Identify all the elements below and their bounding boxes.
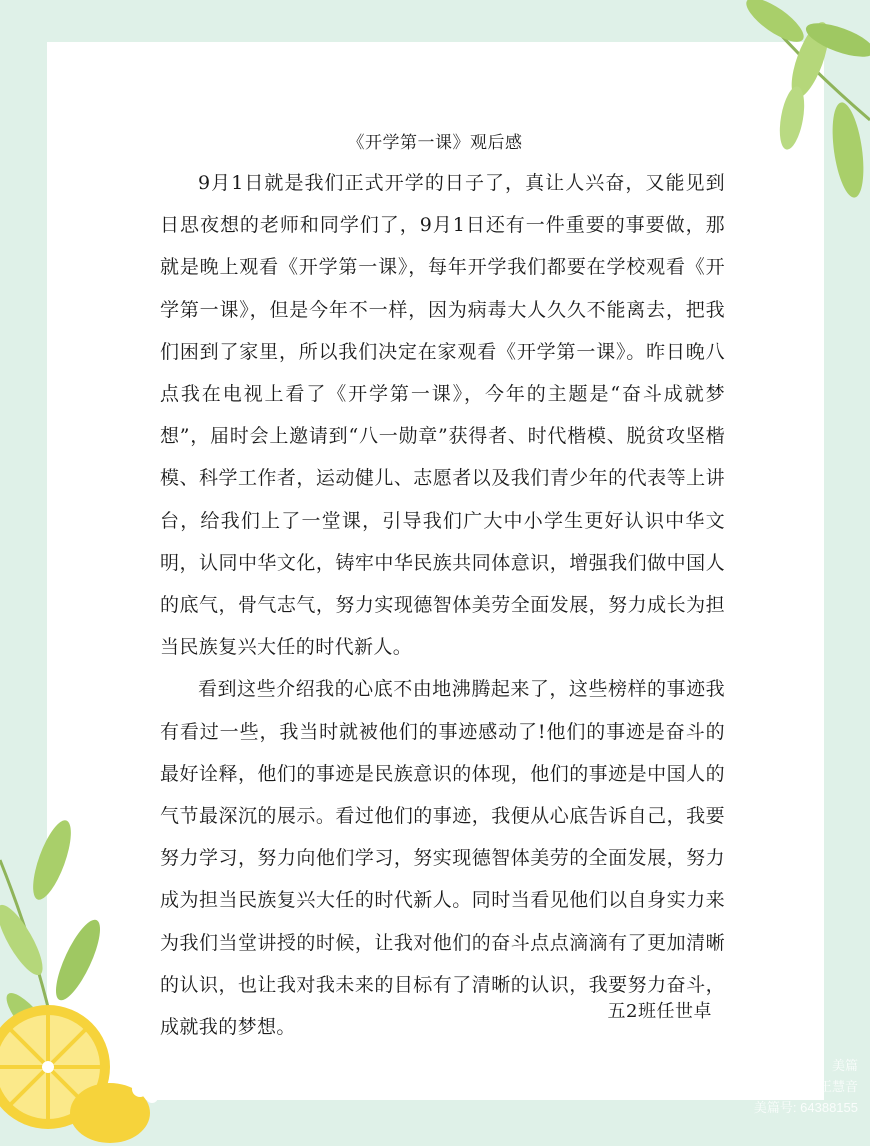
watermark-author: @王慧音 <box>805 1079 858 1094</box>
document-title: 《开学第一课》观后感 <box>347 133 523 153</box>
author-signature: 五2班任世卓 <box>607 1001 712 1022</box>
paragraph: 看到这些介绍我的心底不由地沸腾起来了，这些榜样的事迹我有看过一些，我当时就被他们的事迹感动了!他们的事迹是奋斗的最好诠释，他们的事迹是民族意识的体现，他们的事迹是中国人的气节最深沉的展示。看过他们的事迹，我便从心底告诉自己，我要努力学习，努力向他们学习，努实现德智体美劳的全面发展，努力成为担当民族复兴大任的时代新人。同时当看见他们以自身实力来为我们当堂讲授的时候，让我对他们的奋斗点点滴滴有了更加清晰的认识，也让我对我未来的目标有了清晰的认识，我要努力奋斗，成就我的梦想。 <box>160 678 725 1039</box>
watermark-brand: 美篇 <box>831 1058 858 1073</box>
lemon-slice-icon <box>0 985 160 1146</box>
watermark <box>754 1055 858 1118</box>
paragraph: 9月1日就是我们正式开学的日子了，真让人兴奋，又能见到日思夜想的老师和同学们了，9月1日还有一件重要的事要做，那就是晚上观看《开学第一课》，每年开学我们都要在学校观看《开学第一课》，但是今年不一样，因为病毒大人久久不能离去，把我们困到了家里，所以我们决定在家观看《开学第一课》。昨日晚八点我在电视上看了《开学第一课》，今年的主题是“奋斗成就梦想”，届时会上邀请到“八一勋章”获得者、时代楷模、脱贫攻坚楷模、科学工作者，运动健儿、志愿者以及我们青少年的代表等上讲台，给我们上了一堂课，引导我们广大中小学生更好认识中华文明，认同中华文化，铸牢中华民族共同体意识，增强我们做中国人的底气，骨气志气，努力实现德智体美劳全面发展，努力成长为担当民族复兴大任的时代新人。 <box>160 172 725 659</box>
document-body <box>160 162 725 1048</box>
leaf-branch-top-right <box>730 0 870 230</box>
watermark-id: 美篇号: 64388155 <box>753 1100 858 1115</box>
